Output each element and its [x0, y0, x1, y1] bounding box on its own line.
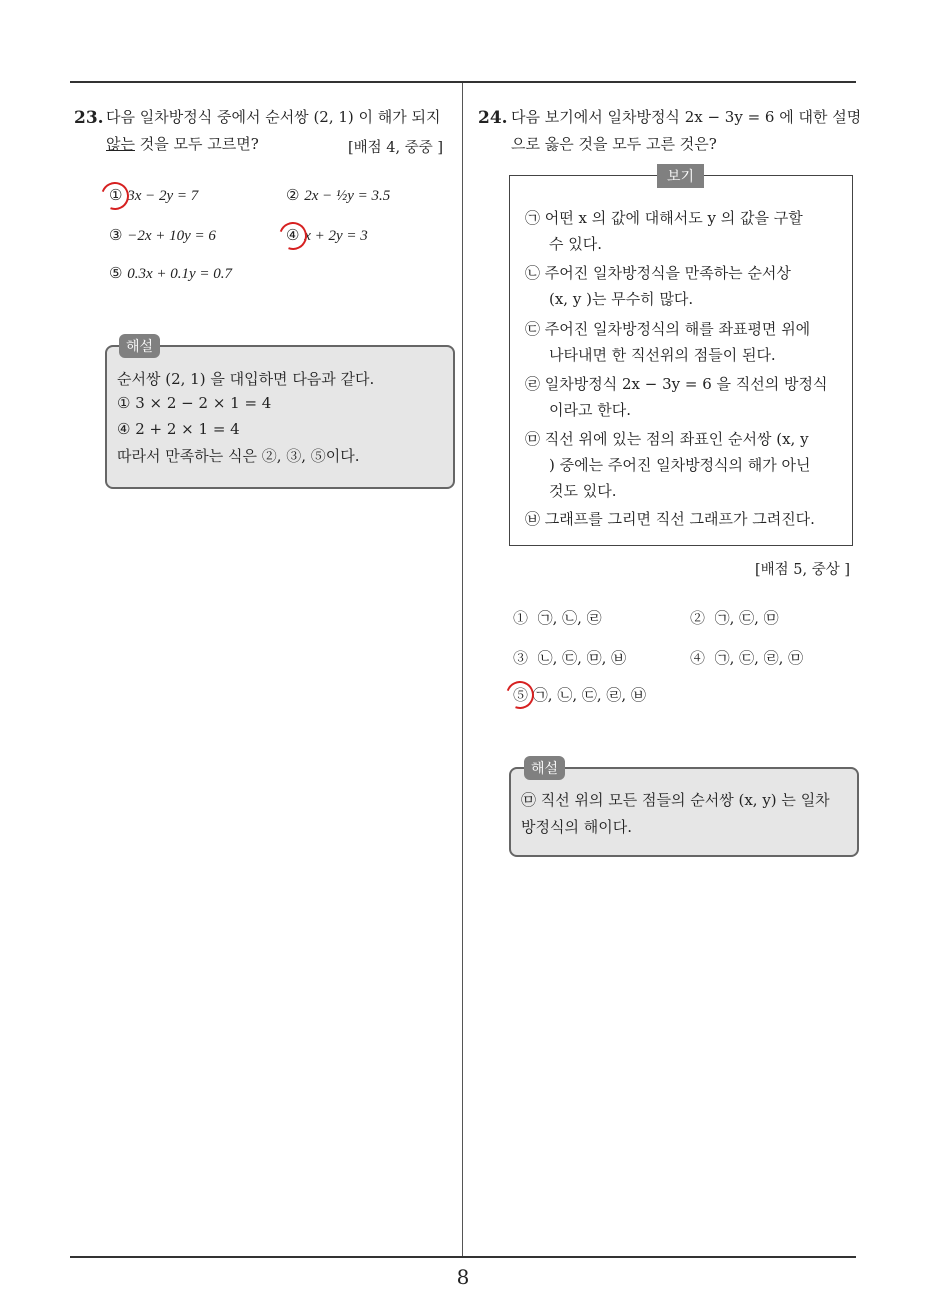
q23-underlined-word: 않는	[106, 135, 135, 153]
q23-question-line1: 다음 일차방정식 중에서 순서쌍 (2, 1) 이 해가 되지	[106, 108, 441, 126]
page-number: 8	[456, 1265, 470, 1289]
q24-option-1[interactable]: ① ㉠, ㉡, ㉣	[513, 609, 602, 627]
q24-bogi-line-4: (x, y )는 무수히 많다.	[549, 290, 694, 308]
q24-option-5-answer-mark	[501, 676, 538, 713]
q24-bogi-line-8: 이라고 한다.	[549, 401, 631, 419]
column-divider	[462, 83, 463, 1256]
q24-bogi-line-6: 나타내면 한 직선위의 점들이 된다.	[549, 346, 776, 364]
q23-solution-line-4: 따라서 만족하는 식은 ②, ③, ⑤이다.	[117, 447, 360, 465]
q23-option-3[interactable]: ③ −2x + 10y = 6	[109, 226, 216, 244]
q24-bogi-line-3: ㉡ 주어진 일차방정식을 만족하는 순서상	[525, 264, 791, 282]
q23-number: 23.	[74, 108, 104, 128]
q23-option-5[interactable]: ⑤ 0.3x + 0.1y = 0.7	[109, 264, 233, 282]
q24-solution-line-2: 방정식의 해이다.	[521, 818, 632, 836]
q24-bogi-line-7: ㉣ 일차방정식 2x − 3y = 6 을 직선의 방정식	[525, 375, 828, 393]
q24-question-line1: 다음 보기에서 일차방정식 2x − 3y = 6 에 대한 설명	[511, 108, 862, 126]
q23-option-1[interactable]: ① 3x − 2y = 7	[109, 186, 199, 204]
q24-bogi-line-12: ㉥ 그래프를 그리면 직선 그래프가 그려진다.	[525, 510, 815, 528]
q23-solution-line-3: ④ 2 + 2 × 1 = 4	[117, 420, 240, 438]
q24-option-4[interactable]: ④ ㉠, ㉢, ㉣, ㉤	[690, 649, 804, 667]
q24-bogi-line-2: 수 있다.	[549, 235, 603, 253]
q24-score-meta: [배점 5, 중상 ]	[755, 562, 851, 578]
q23-solution-tag: 해설	[119, 334, 160, 358]
bottom-rule	[70, 1256, 856, 1258]
q24-bogi-line-10: ) 중에는 주어진 일차방정식의 해가 아닌	[549, 456, 811, 474]
q23-option-4[interactable]: ④ x + 2y = 3	[286, 226, 368, 244]
q23-solution-box	[105, 345, 455, 489]
q24-number: 24.	[478, 108, 508, 128]
q24-solution-tag: 해설	[524, 756, 565, 780]
q23-option-1-answer-mark	[96, 177, 133, 214]
q24-question-line2: 으로 옳은 것을 모두 고른 것은?	[511, 135, 717, 153]
q24-bogi-line-1: ㉠ 어떤 x 의 값에 대해서도 y 의 값을 구할	[525, 209, 803, 227]
q24-option-2[interactable]: ② ㉠, ㉢, ㉤	[690, 609, 779, 627]
q24-bogi-line-9: ㉤ 직선 위에 있는 점의 좌표인 순서쌍 (x, y	[525, 430, 809, 448]
q24-solution-line-1: ㉤ 직선 위의 모든 점들의 순서쌍 (x, y) 는 일차	[521, 791, 830, 809]
q24-option-5[interactable]: ⑤ ㉠, ㉡, ㉢, ㉣, ㉥	[513, 686, 646, 704]
q23-question-line2: 않는 것을 모두 고르면?	[106, 135, 259, 153]
q23-solution-line-2: ① 3 × 2 − 2 × 1 = 4	[117, 394, 272, 412]
q24-bogi-line-5: ㉢ 주어진 일차방정식의 해를 좌표평면 위에	[525, 320, 811, 338]
q24-bogi-tag: 보기	[657, 164, 704, 188]
q24-bogi-line-11: 것도 있다.	[549, 482, 617, 500]
q23-solution-line-1: 순서쌍 (2, 1) 을 대입하면 다음과 같다.	[117, 370, 375, 388]
q23-option-2[interactable]: ② 2x − ½y = 3.5	[286, 186, 391, 204]
q24-solution-box	[509, 767, 859, 857]
top-rule	[70, 81, 856, 83]
q23-score-meta: [배점 4, 중중 ]	[348, 140, 444, 156]
q24-option-3[interactable]: ③ ㉡, ㉢, ㉤, ㉥	[513, 649, 627, 667]
q23-option-4-answer-mark	[274, 217, 311, 254]
